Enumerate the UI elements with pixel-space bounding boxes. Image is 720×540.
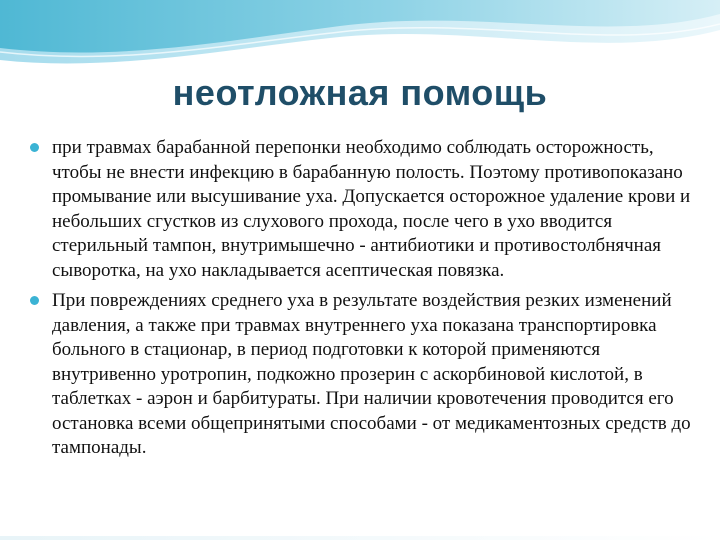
slide-title: неотложная помощь [172, 72, 548, 113]
footer-strip [0, 536, 720, 540]
bullet-icon [30, 143, 39, 152]
bullet-icon [30, 296, 39, 305]
bullet-list [28, 136, 698, 467]
list-item [28, 289, 698, 461]
bullet-text: при травмах барабанной перепонки необходимо соблюдать осторожность, чтобы не внести инфекцию в барабанную полость. Поэтому противопоказано промывание или высушивание уха. Допускается осторожное удаление крови и небольших сгустков из слухового прохода, после чего в ухо вводится стерильный тампон, внутримышечно - антибиотики и противостолбнячная сыворотка, на ухо накладывается асептическая повязка. [52, 137, 691, 281]
bullet-text: При повреждениях среднего уха в результате воздействия резких изменений давления, а также при травмах внутреннего уха показана транспортировка больного в стационар, в период подготовки к которой применяются внутривенно уротропин, подкожно прозерин с аскорбиновой кислотой, в таблетках - аэрон и барбитураты. При наличии кровотечения проводится его остановка всеми общепринятыми способами - от медикаментозных средств до тампонады. [52, 290, 691, 458]
list-item [28, 136, 698, 283]
header-wave-decoration [0, 0, 720, 80]
